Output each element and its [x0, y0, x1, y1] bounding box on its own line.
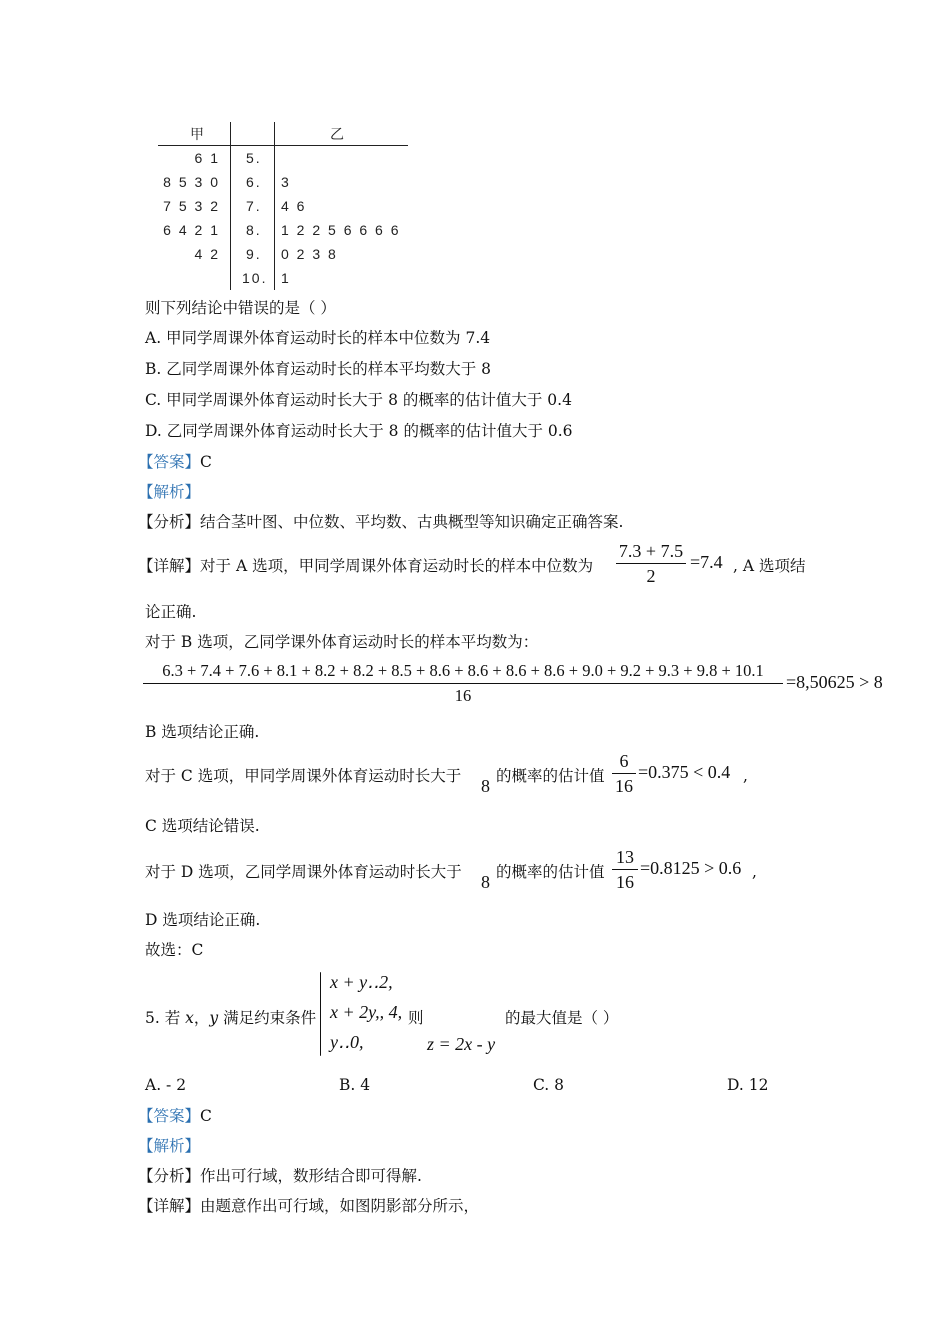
d-numerator: 13	[616, 847, 634, 867]
q5-var-x: x	[185, 1009, 194, 1027]
q5-fenxi	[138, 1166, 422, 1186]
fenxi-tag: 【分析】	[138, 1167, 201, 1185]
q5-option-d: D. 12	[727, 1076, 769, 1094]
d-eight: 8	[481, 872, 490, 892]
q4-analysis-tag: 【解析】	[138, 483, 201, 501]
header-right: 乙	[330, 126, 346, 142]
c-eight: 8	[481, 776, 490, 796]
a-post2: 论正确.	[145, 603, 197, 621]
header-left: 甲	[190, 126, 206, 142]
answer-tag: 【答案】	[138, 1107, 201, 1125]
q4-option-d: D. 乙同学周课外体育运动时长大于 8 的概率的估计值大于 0.6	[145, 422, 573, 440]
q5-pre: 5. 若	[145, 1009, 181, 1027]
c-mid: 的概率的估计值	[496, 767, 605, 785]
d-post: D 选项结论正确.	[145, 911, 261, 929]
q5-constraint-2: x + 2y,, 4,	[330, 1002, 403, 1022]
c-numerator: 6	[619, 751, 629, 771]
leaf-left-row: 7 5 3 2	[163, 198, 220, 214]
q5-brace	[320, 972, 321, 1056]
q5-analysis-tag: 【解析】	[138, 1137, 201, 1155]
b-pre: 对于 B 选项，乙同学课外体育运动时长的样本平均数为：	[145, 633, 539, 651]
c-pre: 对于 C 选项，甲同学周课外体育运动时长大于	[145, 767, 462, 785]
q4-option-c: C. 甲同学周课外体育运动时长大于 8 的概率的估计值大于 0.4	[145, 391, 572, 409]
d-fraction-bar	[612, 869, 638, 870]
q5-option-c: C. 8	[533, 1076, 565, 1094]
stem-leaf-figure	[150, 118, 410, 293]
a-fraction	[616, 540, 686, 587]
leaf-right-row: 1 2 2 5 6 6 6 6	[281, 222, 401, 238]
q5-prompt-pre	[145, 1008, 316, 1028]
leaf-left-row: 4 2	[194, 246, 220, 262]
q4-answer	[138, 452, 212, 472]
c-comma: ,	[743, 767, 748, 785]
q5-constraint-3: y‥0,	[330, 1032, 364, 1052]
leaf-right-row: 0 2 3 8	[281, 246, 338, 262]
c-post: C 选项结论错误.	[145, 817, 260, 835]
xiangjie-tag: 【详解】	[138, 557, 201, 575]
stem-row: 8.	[246, 222, 262, 238]
answer-value: C	[200, 453, 212, 471]
a-fraction-bar	[616, 563, 686, 564]
q5-mid: 满足约束条件	[223, 1009, 317, 1027]
c-denominator: 16	[615, 776, 633, 796]
b-result: =8,50625 > 8	[786, 672, 883, 692]
header-rule	[158, 145, 408, 146]
d-mid: 的概率的估计值	[496, 863, 605, 881]
leaf-right-row: 3	[281, 174, 291, 190]
q5-z-expression: z = 2x - y	[427, 1034, 496, 1054]
stem-row: 6.	[246, 174, 262, 190]
answer-value: C	[200, 1107, 212, 1125]
stem-row: 7.	[246, 198, 262, 214]
a-numerator: 7.3 + 7.5	[618, 541, 684, 561]
b-post: B 选项结论正确.	[145, 723, 260, 741]
q5-var-y: y	[209, 1009, 219, 1027]
q5-option-b: B. 4	[339, 1076, 371, 1094]
leaf-right-row: 4 6	[281, 198, 307, 214]
leaf-left-row: 6 1	[194, 150, 220, 166]
q5-constraint-1: x + y‥2,	[330, 972, 393, 992]
b-fraction	[143, 660, 783, 707]
q5-ze: 则	[408, 1009, 424, 1027]
b-denominator: 16	[454, 686, 472, 705]
fenxi-tag: 【分析】	[138, 513, 201, 531]
q5-option-a: A. - 2	[145, 1076, 187, 1094]
q5-sep: ，	[193, 1009, 210, 1027]
c-fraction-bar	[612, 773, 636, 774]
b-numerator: 6.3 + 7.4 + 7.6 + 8.1 + 8.2 + 8.2 + 8.5 + 8.6 + 8.6 + 8.6 + 8.6 + 9.0 + 9.2 + 9.3 + 9.8 + 10.1	[162, 661, 764, 680]
leaf-left-row: 6 4 2 1	[163, 222, 220, 238]
a-pre: 对于 A 选项，甲同学周课外体育运动时长的样本中位数为	[200, 557, 594, 575]
a-post: , A 选项结	[733, 557, 806, 575]
fenxi-text: 结合茎叶图、中位数、平均数、古典概型等知识确定正确答案.	[200, 513, 624, 531]
xiangjie-tag: 【详解】	[138, 1197, 201, 1215]
q5-answer	[138, 1106, 212, 1126]
q4-option-b: B. 乙同学周课外体育运动时长的样本平均数大于 8	[145, 360, 492, 378]
d-fraction	[612, 846, 638, 893]
b-fraction-bar	[143, 683, 783, 684]
guxuan: 故选：C	[145, 941, 204, 959]
q4-option-a: A. 甲同学周课外体育运动时长的样本中位数为 7.4	[145, 329, 491, 347]
stem-rule-left	[230, 122, 231, 290]
q5-xiangjie	[138, 1196, 479, 1216]
a-result: =7.4	[690, 552, 723, 572]
q5-prompt-post: 的最大值是（ ）	[505, 1009, 619, 1027]
q4-prompt: 则下列结论中错误的是（ ）	[145, 299, 336, 317]
c-fraction	[612, 750, 636, 797]
stem-row: 5.	[246, 150, 262, 166]
q4-a-detail	[138, 556, 593, 576]
d-result: =0.8125 > 0.6	[640, 858, 742, 878]
a-denominator: 2	[646, 566, 656, 586]
leaf-left-row: 8 5 3 0	[163, 174, 220, 190]
xiangjie-text: 由题意作出可行域，如图阴影部分所示，	[200, 1197, 480, 1215]
q4-fenxi	[138, 512, 623, 532]
fenxi-text: 作出可行域，数形结合即可得解.	[200, 1167, 422, 1185]
stem-rule-right	[274, 122, 275, 290]
stem-row: 9.	[246, 246, 262, 262]
stem-row: 10.	[242, 270, 268, 286]
c-result: =0.375 < 0.4	[638, 762, 731, 782]
d-denominator: 16	[616, 872, 634, 892]
answer-tag: 【答案】	[138, 453, 201, 471]
d-comma: ,	[752, 863, 757, 881]
d-pre: 对于 D 选项，乙同学周课外体育运动时长大于	[145, 863, 462, 881]
leaf-right-row: 1	[281, 270, 291, 286]
